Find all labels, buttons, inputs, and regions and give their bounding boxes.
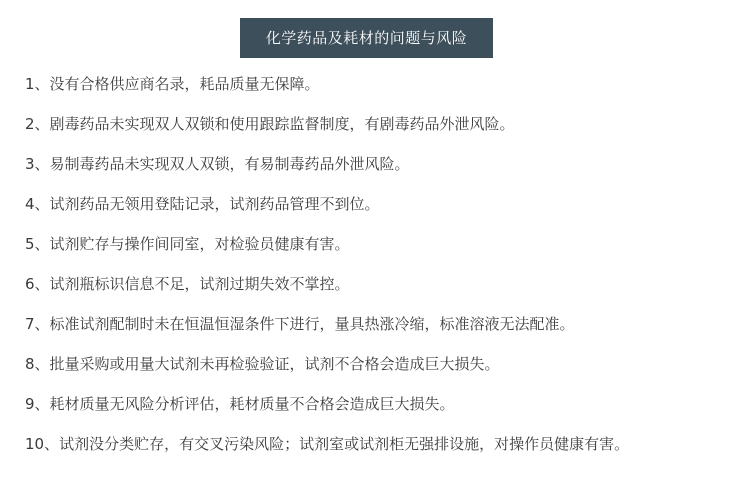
list-item: 5、试剂贮存与操作间同室，对检验员健康有害。 bbox=[25, 235, 350, 253]
page-title: 化学药品及耗材的问题与风险 bbox=[240, 18, 494, 58]
list-item: 10、试剂没分类贮存，有交叉污染风险；试剂室或试剂柜无强排设施，对操作员健康有害。 bbox=[25, 435, 630, 453]
title-container bbox=[0, 18, 733, 58]
list-item: 4、试剂药品无领用登陆记录，试剂药品管理不到位。 bbox=[25, 195, 380, 213]
list-item: 2、剧毒药品未实现双人双锁和使用跟踪监督制度，有剧毒药品外泄风险。 bbox=[25, 115, 515, 133]
risk-list bbox=[25, 70, 705, 458]
list-item: 6、试剂瓶标识信息不足，试剂过期失效不掌控。 bbox=[25, 275, 350, 293]
list-item: 1、没有合格供应商名录，耗品质量无保障。 bbox=[25, 75, 320, 93]
list-item: 3、易制毒药品未实现双人双锁，有易制毒药品外泄风险。 bbox=[25, 155, 410, 173]
list-item: 8、批量采购或用量大试剂未再检验验证，试剂不合格会造成巨大损失。 bbox=[25, 355, 500, 373]
list-item: 7、标准试剂配制时未在恒温恒湿条件下进行，量具热涨冷缩，标准溶液无法配准。 bbox=[25, 315, 575, 333]
list-item: 9、耗材质量无风险分析评估，耗材质量不合格会造成巨大损失。 bbox=[25, 395, 455, 413]
